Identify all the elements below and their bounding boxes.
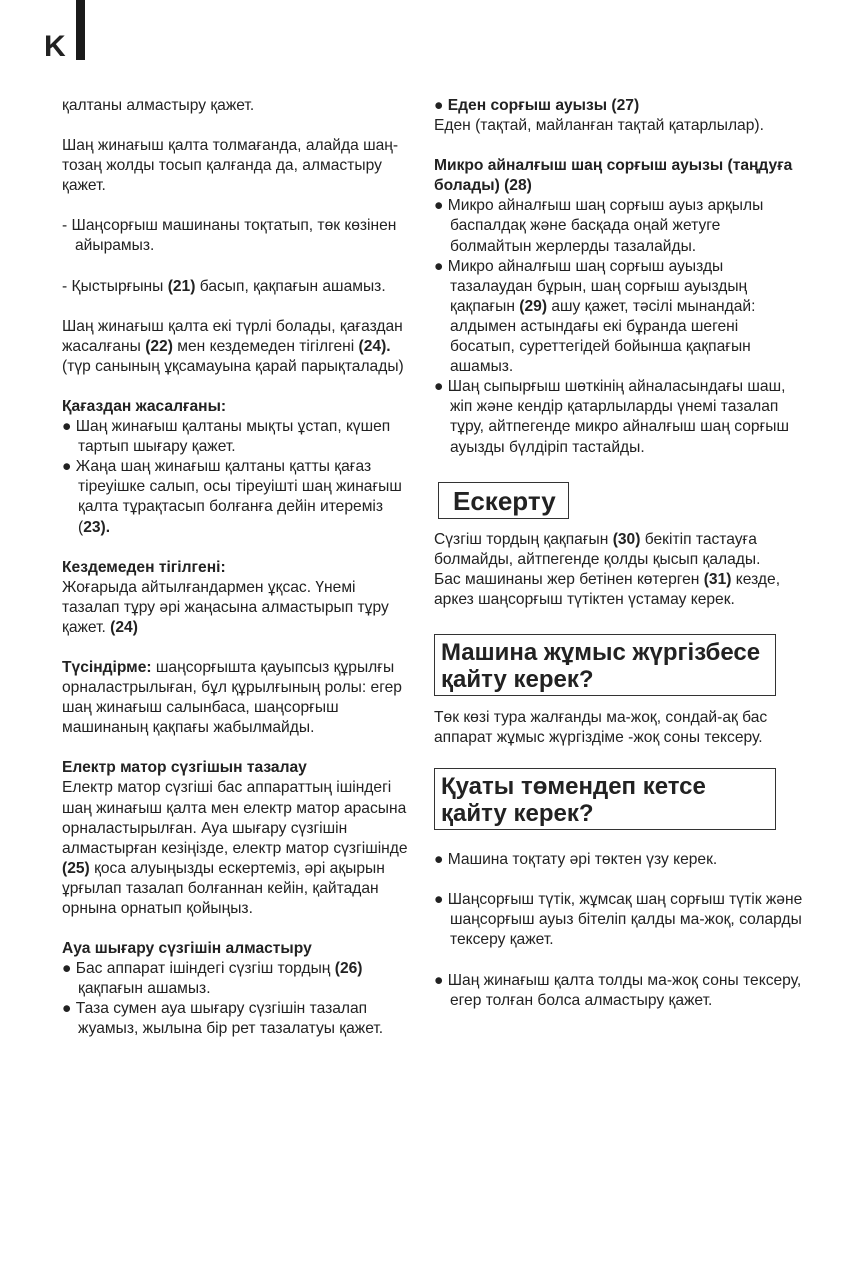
list-item: ● Шаң жинағыш қалта толды ма-жоқ соны тексеру, егер толған болса алмастыру қажет.	[434, 971, 802, 1009]
section-heading: Кездемеден тігілгені:	[62, 558, 226, 576]
right-column	[434, 96, 804, 1011]
paragraph: Сүзгіш тордың қақпағын (30) бекітіп тастауға болмайды, айтпегенде қолды қысып қалады.	[434, 530, 761, 568]
header-bar	[76, 0, 85, 60]
list-item: ● Шаң сыпырғыш шөткінің айналасындағы шаш, жіп және кендір қатарлыларды үнемі тазалап тұру, айтпегенде микро айналғыш шаң сорғыш ауызды бүлдіріп тастайды.	[434, 378, 789, 456]
paragraph: қалтаны алмастыру қажет.	[62, 97, 255, 114]
note-title: Ескерту	[438, 482, 569, 519]
left-column	[62, 96, 412, 1040]
faq-title: Қуаты төмендеп кетсе қайту керек?	[434, 768, 776, 830]
list-item: ● Шаңсорғыш түтік, жұмсақ шаң сорғыш түтік және шаңсорғыш ауыз бітеліп қалды ма-жоқ, соларды тексеру қажет.	[434, 891, 803, 949]
paragraph: Шаң жинағыш қалта екі түрлі болады, қағаздан жасалғаны (22) мен кездемеден тігілгені (24). (түр санының ұқсамауына қарай парықталады)	[62, 317, 404, 375]
paragraph: Төк көзі тура жалғанды ма-жоқ, сондай-ақ бас аппарат жұмыс жүргіздіме -жоқ соны тексеру.	[434, 708, 768, 747]
language-marker: K	[44, 30, 66, 63]
paragraph: Еден (тақтай, майланған тақтай қатарлылар).	[434, 117, 764, 135]
list-item: ● Бас аппарат ішіндегі сүзгіш тордың (26) қақпағын ашамыз.	[62, 960, 363, 998]
section-heading: Ауа шығару сүзгішін алмастыру	[62, 940, 312, 958]
list-item: ● Таза сумен ауа шығару сүзгішін тазалап жуамыз, жылына бір рет тазалатуы қажет.	[62, 1000, 384, 1038]
faq-title: Машина жұмыс жүргізбесе қайту керек?	[434, 634, 776, 696]
section-heading: Електр матор сүзгішын тазалау	[62, 759, 307, 777]
paragraph: Бас машинаны жер бетінен көтерген (31) кезде, аркез шаңсорғыш түтіктен үстамау керек.	[434, 570, 781, 608]
step-item: - Қыстырғыны (21) басып, қақпағын ашамыз.	[62, 277, 386, 295]
list-item: ● Машина тоқтату әрі төктен үзу керек.	[434, 851, 718, 869]
list-item: ● Микро айналғыш шаң сорғыш ауызды тазалаудан бұрын, шаң сорғыш ауыздың қақпағын (29) ашу қажет, тәсілі мынандай: алдымен астындағы екі бұранда шегені босатып, суреттегідей бойынша қақпағын ашамыз.	[434, 257, 756, 376]
section-heading: Қағаздан жасалғаны:	[62, 397, 227, 415]
list-item: ● Жаңа шаң жинағыш қалтаны қатты қағаз тіреуішке салып, осы тіреуішті шаң жинағыш қалта тұрақтасып болғанға дейін итереміз (23).	[62, 458, 402, 536]
list-item: ● Шаң жинағыш қалтаны мықты ұстап, күшеп тартып шығару қажет.	[62, 418, 391, 456]
section-heading: Микро айналғыш шаң сорғыш ауызы (таңдуға болады) (28)	[434, 157, 793, 195]
paragraph: Жоғарыда айтылғандармен ұқсас. Үнемі тазалап тұру әрі жаңасына алмастырып тұру қажет. (24)	[62, 578, 389, 636]
list-item: ● Микро айналғыш шаң сорғыш ауыз арқылы баспалдақ және басқада оңай жетуге болмайтын жерлерды тазалайды.	[434, 197, 764, 255]
section-heading: ● Еден сорғыш ауызы (27)	[434, 97, 640, 114]
paragraph: Електр матор сүзгіші бас аппараттың ішіндегі шаң жинағыш қалта мен електр матор арасына орналастырылған. Ауа шығару сүзгішін алмастырған кезіңізде, електр матор сүзгішінде (25) қоса алуыңызды ескертеміз, әрі ақырын ұрғылап тазалап болғаннан кейін, қайтадан орнына орнатып қойыңыз.	[62, 779, 408, 917]
paragraph: Шаң жинағыш қалта толмағанда, алайда шаң-тозаң жолды тосып қалғанда да, алмастыру қажет.	[62, 137, 399, 195]
paragraph: Түсіндірме: шаңсорғышта қауыпсыз құрылғы орналастрылыған, бұл құрылғының ролы: егер шаң жинағыш салынбаса, шаңсорғыш машинаның қақпағы жабылмайды.	[62, 658, 402, 737]
step-item: - Шаңсорғыш машинаны тоқтатып, төк көзінен айырамыз.	[62, 217, 397, 255]
